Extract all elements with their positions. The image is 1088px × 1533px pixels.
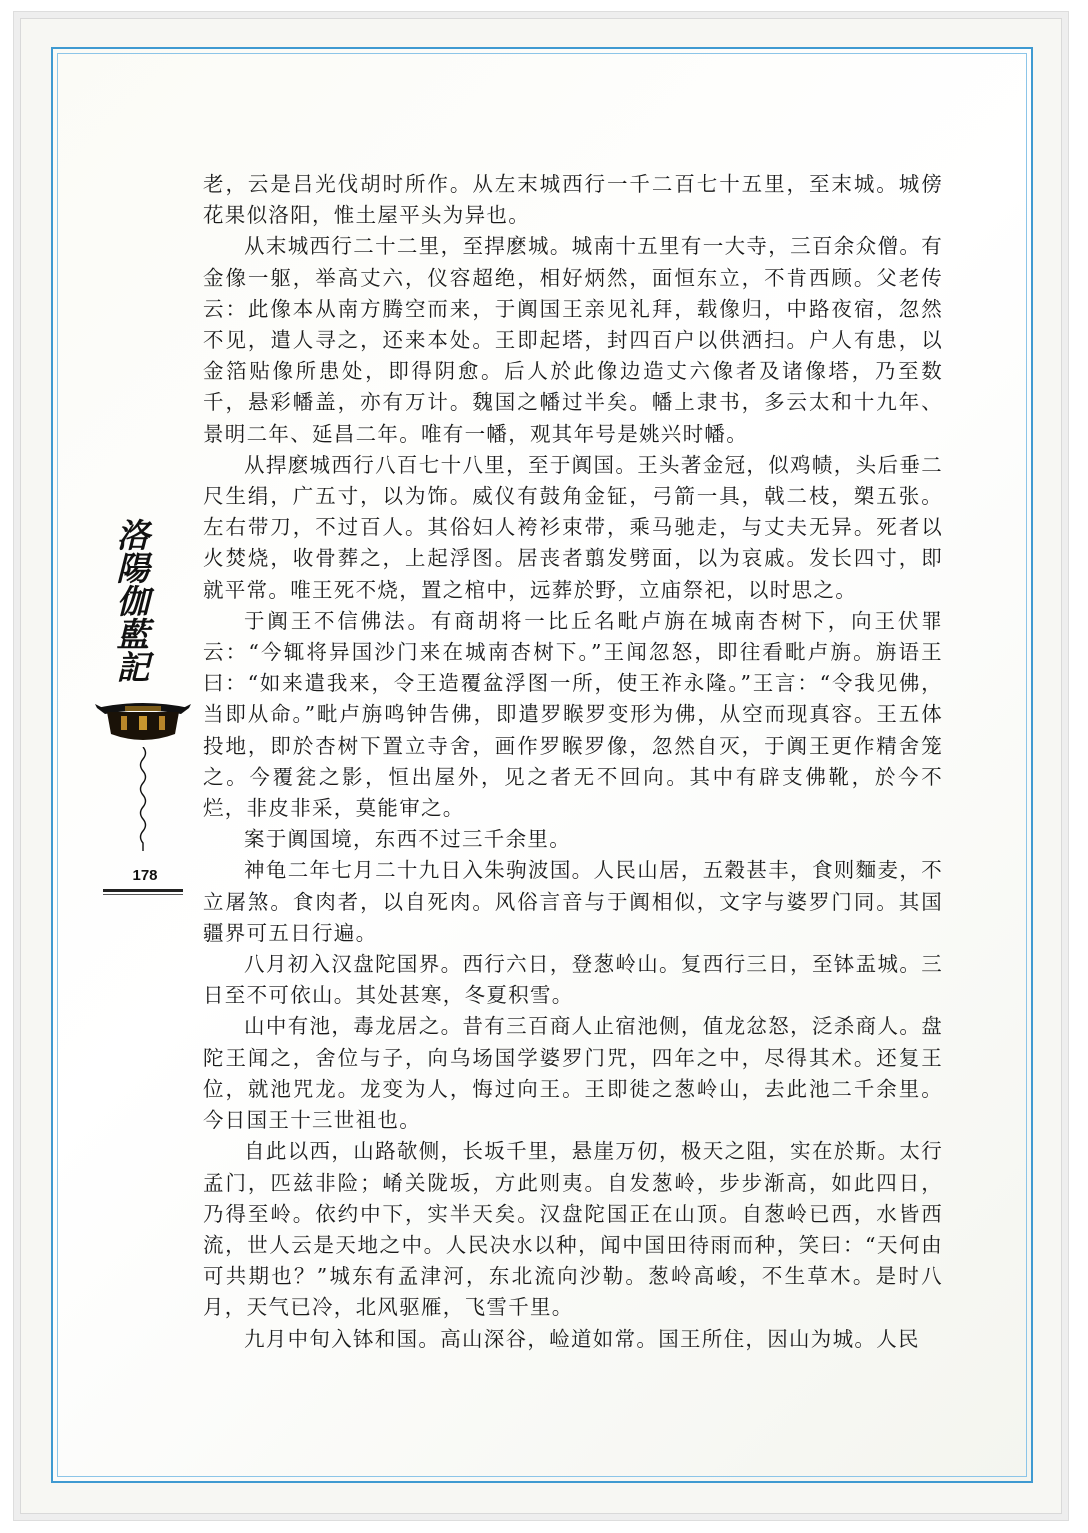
paragraph: 自此以西，山路欹侧，长坂千里，悬崖万仞，极天之阻，实在於斯。太行孟门，匹兹非险；崤关陇坂，方此则夷。自发葱岭，步步渐高，如此四日，乃得至岭。依约中下，实半天矣。汉盘陀国正在山顶。自葱岭已西，水皆西流，世人云是天地之中。人民决水以种，闻中国田待雨而种，笑曰：“天何由可共期也？”城东有孟津河，东北流向沙勒。葱岭高峻，不生草木。是时八月，天气已冷，北风驱雁，飞雪千里。 [203, 1139, 943, 1320]
side-ornament [93, 516, 193, 889]
page-frame [51, 47, 1033, 1483]
paragraph: 老，云是吕光伐胡时所作。从左末城西行一千二百七十五里，至末城。城傍花果似洛阳，惟土屋平头为异也。 [203, 172, 943, 228]
book-page [20, 18, 1062, 1514]
paragraph: 从捍麽城西行八百七十八里，至于阗国。王头著金冠，似鸡帻，头后垂二尺生绢，广五寸，以为饰。威仪有鼓角金钲，弓箭一具，戟二枝，槊五张。左右带刀，不过百人。其俗妇人袴衫束带，乘马驰走，与丈夫无异。死者以火焚烧，收骨葬之，上起浮图。居丧者翦发劈面，以为哀戚。发长四寸，即就平常。唯王死不烧，置之棺中，远葬於野，立庙祭祀，以时思之。 [203, 452, 943, 602]
title-char: 藍 [116, 615, 150, 654]
title-char: 陽 [116, 549, 150, 588]
hanging-tassel-icon [136, 747, 150, 851]
page-number-rule [103, 889, 183, 892]
paragraph: 八月初入汉盘陀国界。西行六日，登葱岭山。复西行三日，至钵盂城。三日至不可依山。其处甚寒，冬夏积雪。 [203, 952, 943, 1008]
paragraph: 九月中旬入钵和国。高山深谷，崄道如常。国王所住，因山为城。人民 [244, 1326, 920, 1351]
title-char: 伽 [116, 582, 150, 621]
paragraph: 山中有池，毒龙居之。昔有三百商人止宿池侧，值龙忿怒，泛杀商人。盘陀王闻之，舍位与子，向乌场国学婆罗门咒，四年之中，尽得其术。还复王位，就池咒龙。龙变为人，悔过向王。王即徙之葱岭山，去此池二千余里。今日国王十三世祖也。 [203, 1014, 943, 1133]
pavilion-roof-icon [95, 694, 191, 746]
book-title-vertical [111, 516, 155, 687]
title-char: 洛 [116, 516, 150, 555]
paragraph: 于阗王不信佛法。有商胡将一比丘名毗卢旃在城南杏树下，向王伏罪云：“今辄将异国沙门来在城南杏树下。”王闻忽怒，即往看毗卢旃。旃语王曰：“如来遣我来，令王造覆盆浮图一所，使王祚永隆。”王言：“令我见佛，当即从命。”毗卢旃鸣钟告佛，即遣罗睺罗变形为佛，从空而现真容。王五体投地，即於杏树下置立寺舍，画作罗睺罗像，忽然自灭，于阗王更作精舍笼之。今覆瓫之影，恒出屋外，见之者无不回向。其中有辟支佛靴，於今不烂，非皮非采，莫能审之。 [203, 608, 943, 821]
paragraph: 神龟二年七月二十九日入朱驹波国。人民山居，五穀甚丰，食则麵麦，不立屠煞。食肉者，以自死肉。风俗言音与于阗相似，文字与婆罗门同。其国疆界可五日行遍。 [203, 858, 943, 945]
page-number-rule-thin [103, 894, 183, 895]
body-text [203, 169, 943, 1409]
page-number: 178 [132, 867, 158, 884]
paragraph: 案于阗国境，东西不过三千余里。 [244, 827, 571, 852]
paragraph: 从末城西行二十二里，至捍麽城。城南十五里有一大寺，三百余众僧。有金像一躯，举高丈六，仪容超绝，相好炳然，面恒东立，不肯西顾。父老传云：此像本从南方腾空而来，于阗国王亲见礼拜，载像归，中路夜宿，忽然不见，遣人寻之，还来本处。王即起塔，封四百户以供洒扫。户人有患，以金箔贴像所患处，即得阴愈。后人於此像边造丈六像者及诸像塔，乃至数千，悬彩幡盖，亦有万计。魏国之幡过半矣。幡上隶书，多云太和十九年、景明二年、延昌二年。唯有一幡，观其年号是姚兴时幡。 [203, 234, 943, 446]
title-char: 記 [116, 648, 150, 687]
